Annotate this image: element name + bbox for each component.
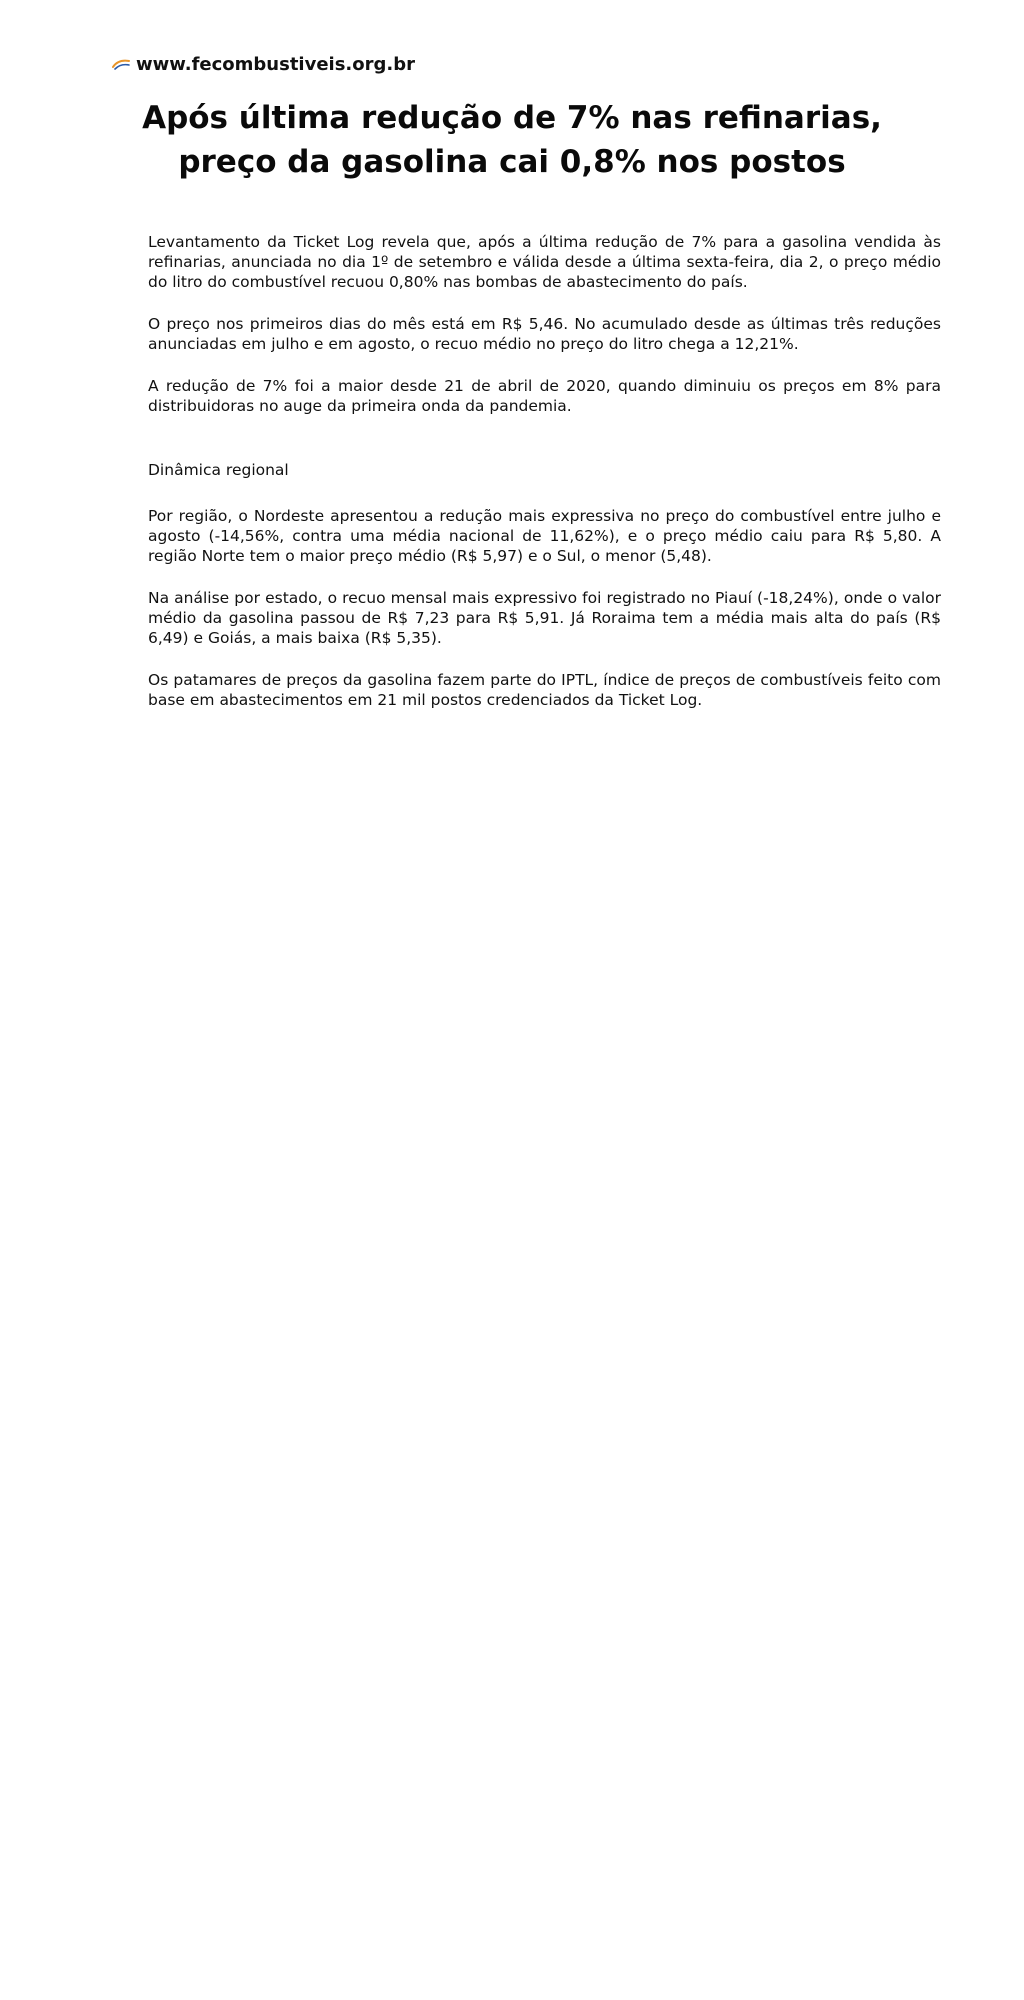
- article-body: [148, 232, 941, 732]
- section-heading: Dinâmica regional: [148, 461, 289, 479]
- fecombustiveis-swoosh-icon: [112, 57, 130, 71]
- article-paragraph-1: Levantamento da Ticket Log revela que, após a última redução de 7% para a gasolina vendida às refinarias, anunciada no dia 1º de setembro e válida desde a última sexta-feira, dia 2, o preço médio do litro do combustível recuou 0,80% nas bombas de abastecimento do país.: [148, 233, 941, 291]
- article-paragraph-2: O preço nos primeiros dias do mês está em R$ 5,46. No acumulado desde as últimas três reduções anunciadas em julho e em agosto, o recuo médio no preço do litro chega a 12,21%.: [148, 315, 941, 353]
- section-paragraph-3: Os patamares de preços da gasolina fazem parte do IPTL, índice de preços de combustíveis feito com base em abastecimentos em 21 mil postos credenciados da Ticket Log.: [148, 671, 941, 709]
- site-url[interactable]: www.fecombustiveis.org.br: [136, 53, 415, 75]
- section-paragraph-1: Por região, o Nordeste apresentou a redução mais expressiva no preço do combustível entre julho e agosto (-14,56%, contra uma média nacional de 11,62%), e o preço médio caiu para R$ 5,80. A região Norte tem o maior preço médio (R$ 5,97) e o Sul, o menor (5,48).: [148, 507, 941, 565]
- article-paragraph-3: A redução de 7% foi a maior desde 21 de abril de 2020, quando diminuiu os preços em 8% para distribuidoras no auge da primeira onda da pandemia.: [148, 377, 941, 415]
- section-paragraph-2: Na análise por estado, o recuo mensal mais expressivo foi registrado no Piauí (-18,24%), onde o valor médio da gasolina passou de R$ 7,23 para R$ 5,91. Já Roraima tem a média mais alta do país (R$ 6,49) e Goiás, a mais baixa (R$ 5,35).: [148, 589, 941, 647]
- article-title: Após última redução de 7% nas refinarias, preço da gasolina cai 0,8% nos postos: [142, 100, 882, 180]
- site-header: [112, 52, 415, 76]
